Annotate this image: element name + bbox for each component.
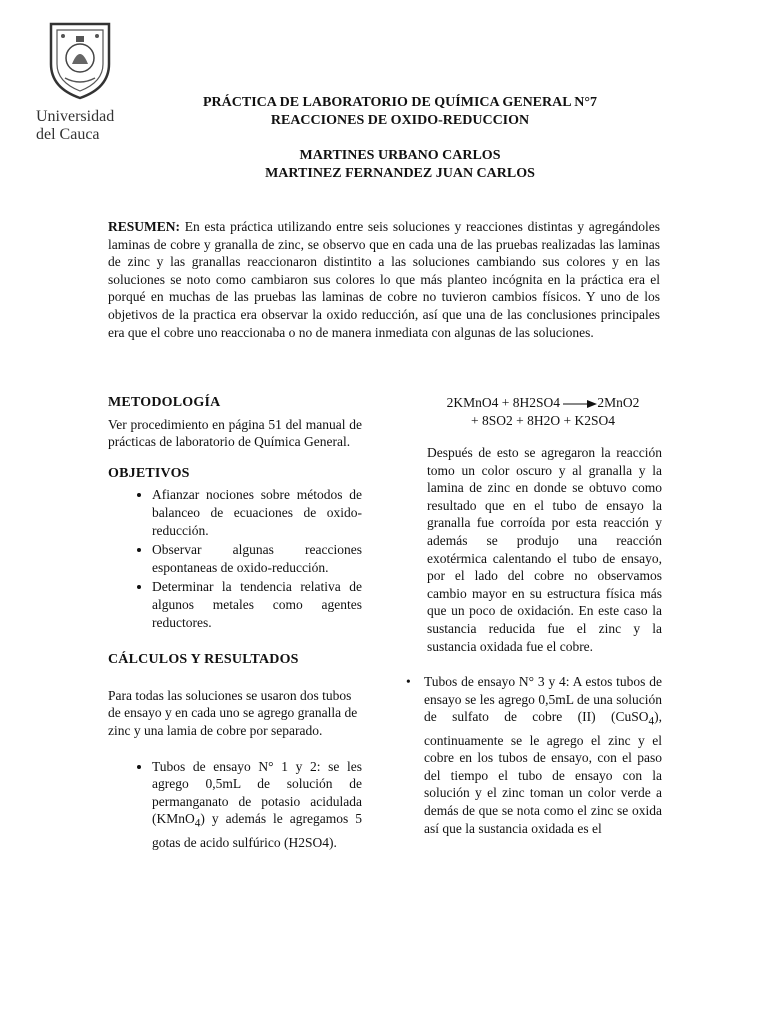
tubos-3-4-part1: Tubos de ensayo N° 3 y 4: A estos tubos de ensayo se les agrego 0,5mL de una solución de sulfato de cobre (II) (CuSO: [424, 674, 662, 725]
equation-line2: + 8SO2 + 8H2O + K2SO4: [471, 413, 615, 428]
university-seal-icon: [45, 20, 115, 102]
tubos-1-2-part1: Tubos de ensayo N° 1 y 2: se les agrego 0,5mL de solución de permanganato de potasio acidulada (KMnO: [152, 758, 362, 827]
metodologia-text: Ver procedimiento en página 51 del manual de prácticas de laboratorio de Química General.: [108, 416, 362, 450]
bullet-icon: •: [406, 674, 411, 690]
tubos-list-left: [108, 758, 362, 852]
objetivos-heading: OBJETIVOS: [108, 465, 190, 481]
document-title: [120, 94, 680, 130]
abstract: [108, 218, 660, 341]
objetivo-item: • Determinar la tendencia relativa de algunos metales como agentes reductores.: [152, 578, 362, 631]
tubos-3-4-sub: 4: [648, 716, 655, 728]
reaction-equation: [424, 394, 662, 430]
equation-right: 2MnO2: [597, 395, 640, 410]
tubos-3-4-part2: ), continuamente se le agrego el zinc y el cobre en los tubos de ensayo, con el paso del tiempo el tubo de ensayo con la solución y el zinc toman un color verde a demás de que se nota como el zinc se oxida así que la sustancia oxidada es el: [424, 709, 662, 836]
left-column: [108, 394, 362, 853]
calculos-heading: CÁLCULOS Y RESULTADOS: [108, 652, 299, 668]
calculos-text: Para todas las soluciones se usaron dos tubos de ensayo y en cada uno se agrego granalla de zinc y una lamia de cobre por separado.: [108, 687, 358, 738]
abstract-label: RESUMEN:: [108, 219, 181, 234]
equation-left: 2KMnO4 + 8H2SO4: [446, 395, 560, 410]
logo-name-line2: del Cauca: [36, 126, 100, 143]
tubos-1-2-sub: 4: [194, 817, 201, 830]
objetivo-item: • Afianzar nociones sobre métodos de balanceo de ecuaciones de oxido-reducción.: [152, 486, 362, 539]
author-1: MARTINES URBANO CARLOS: [299, 148, 501, 163]
tubos-list-right: [406, 673, 662, 837]
objetivo-item: • Observar algunas reacciones espontaneas de oxido-reducción.: [152, 541, 362, 576]
authors: [120, 147, 680, 183]
tubos-3-4-item: [406, 673, 662, 837]
results-paragraph: Después de esto se agregaron la reacción tomo un color oscuro y al granalla y la lamina de zinc en donde se obtuvo como resultado que en el tubo de ensayo la granalla fue corroída por esta reacción y además se produjo una reacción exotérmica calentando el tubo de ensayo, por el lado del cobre no observamos cambio mayor en su estructura física más que un poco de oxidación. En este caso la sustancia reducida fue el zinc y la sustancia oxidada fue el cobre.: [427, 445, 662, 654]
tubos-1-2-part2: ) y además le agregamos 5 gotas de acido sulfúrico (H2SO4).: [152, 811, 362, 850]
reaction-arrow-icon: [563, 399, 597, 409]
tubos-1-2-item: [152, 758, 362, 852]
title-line2: REACCIONES DE OXIDO-REDUCCION: [270, 113, 530, 128]
logo-name-line1: Universidad: [36, 108, 115, 125]
objetivos-list: [108, 486, 362, 631]
author-2: MARTINEZ FERNANDEZ JUAN CARLOS: [265, 166, 535, 181]
abstract-text: En esta práctica utilizando entre seis soluciones y reacciones distintas y agregándoles laminas de cobre y granalla de zinc, se observo que en cada una de las pruebas realizadas las laminas de zinc y las granallas reaccionaron distintito a las soluciones cambiando sus colores y en las soluciones se noto como cambiaron sus colores lo que más planteo incógnita en la práctica era el porqué en muchas de las pruebas las laminas de cobre no tuvieron cambios físicos. Y uno de los objetivos de la practica era observar la oxido reducción, así que una de las conclusiones principales era que el cobre uno reaccionaba o no de manera inmediata con algunas de las soluciones.: [108, 219, 660, 340]
metodologia-heading: METODOLOGÍA: [108, 395, 221, 410]
university-logo: [36, 20, 126, 144]
title-line1: PRÁCTICA DE LABORATORIO DE QUÍMICA GENERAL N°7: [202, 95, 598, 110]
right-column: [406, 394, 662, 839]
